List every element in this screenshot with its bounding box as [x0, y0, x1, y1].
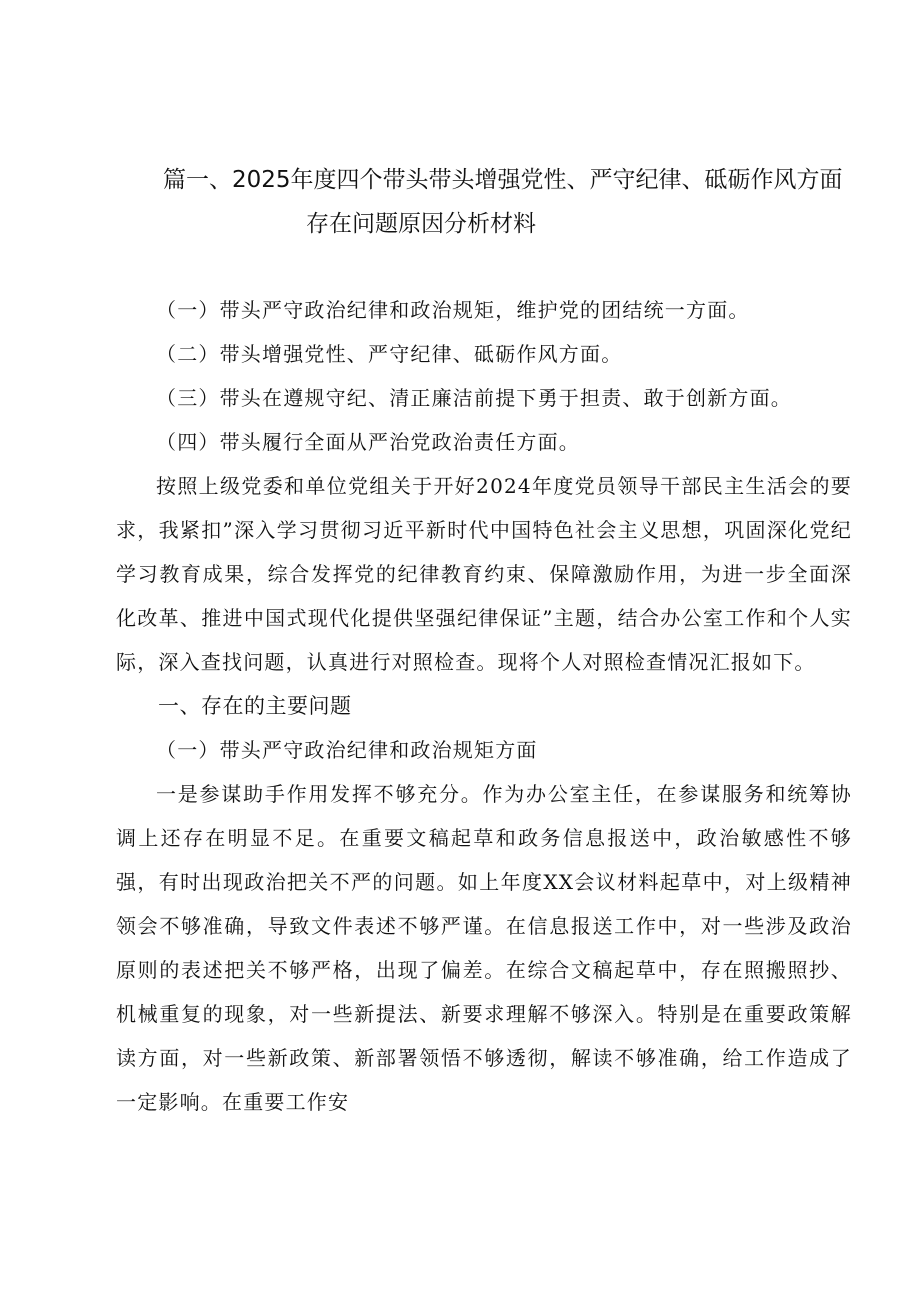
document-title-line-2: 存在问题原因分析材料	[306, 211, 536, 237]
subsection-1-heading: （一）带头严守政治纪律和政治规矩方面	[156, 738, 538, 762]
item-2: （二）带头增强党性、严守纪律、砥砺作风方面。	[156, 342, 623, 366]
intro-paragraph: 按照上级党委和单位党组关于开好2024年度党员领导干部民主生活会的要求，我紧扣”深入学习贯彻习近平新时代中国特色社会主义思想，巩固深化党纪学习教育成果，综合发挥党的纪律教育约束、保障激励作用，为进一步全面深化改革、推进中国式现代化提供坚强纪律保证”主题，结合办公室工作和个人实际，深入查找问题，认真进行对照检查。现将个人对照检查情况汇报如下。	[116, 474, 852, 674]
document-body	[116, 288, 852, 1124]
section-1-heading: 一、存在的主要问题	[158, 694, 352, 718]
item-1: （一）带头严守政治纪律和政治规矩，维护党的团结统一方面。	[156, 298, 750, 322]
paragraph-1: 一是参谋助手作用发挥不够充分。作为办公室主任，在参谋服务和统筹协调上还存在明显不足。在重要文稿起草和政务信息报送中，政治敏感性不够强，有时出现政治把关不严的问题。如上年度XX会议材料起草中，对上级精神领会不够准确，导致文件表述不够严谨。在信息报送工作中，对一些涉及政治原则的表述把关不够严格，出现了偏差。在综合文稿起草中，存在照搬照抄、机械重复的现象，对一些新提法、新要求理解不够深入。特别是在重要政策解读方面，对一些新政策、新部署领悟不够透彻，解读不够准确，给工作造成了一定影响。在重要工作安	[116, 782, 852, 1114]
item-3: （三）带头在遵规守纪、清正廉洁前提下勇于担责、敢于创新方面。	[156, 386, 792, 410]
item-4: （四）带头履行全面从严治党政治责任方面。	[156, 430, 580, 454]
document-title-line-1: 篇一、2025年度四个带头带头增强党性、严守纪律、砥砺作风方面	[163, 167, 843, 193]
